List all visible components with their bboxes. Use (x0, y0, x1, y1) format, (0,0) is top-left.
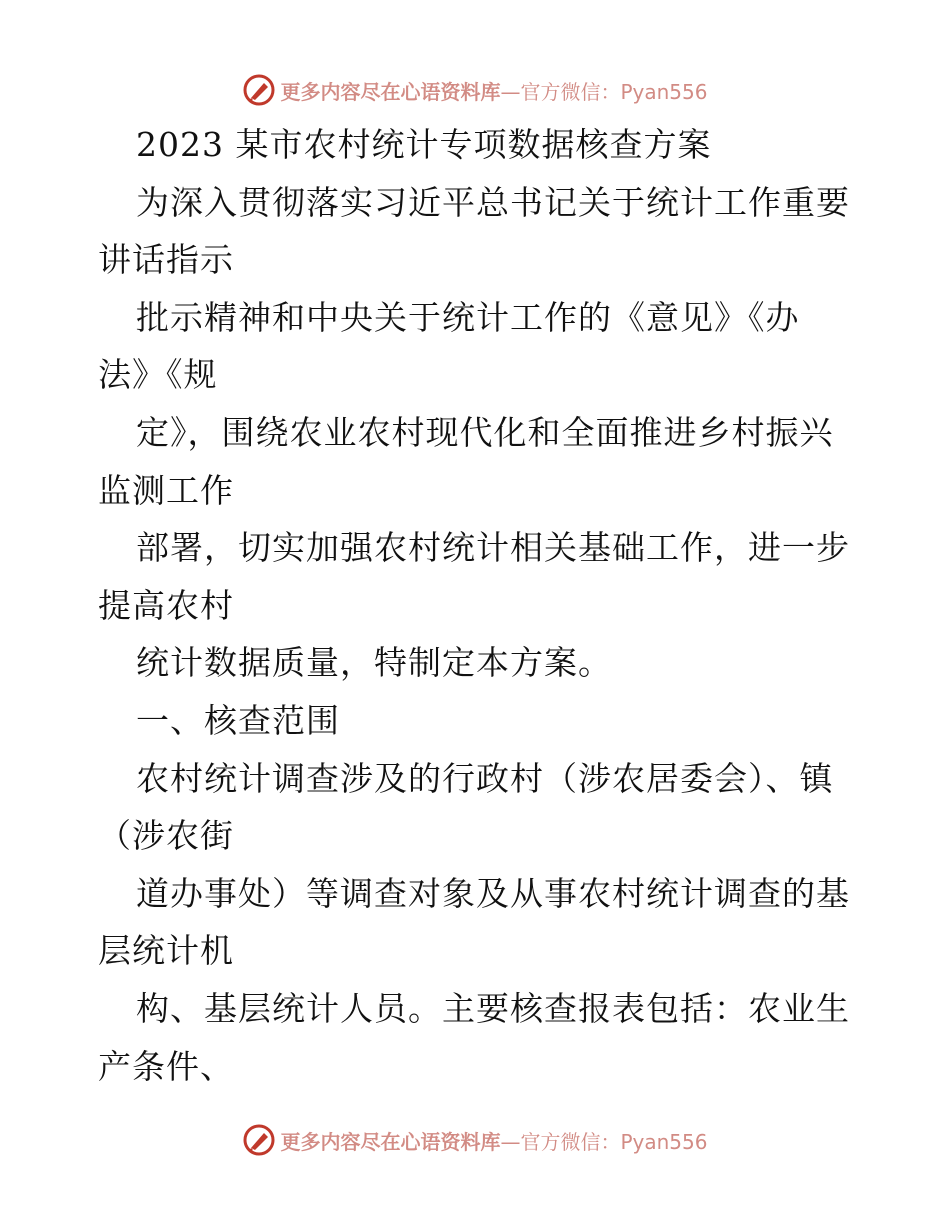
text-line: 构、基层统计人员。主要核查报表包括：农业生 (136, 988, 850, 1028)
text-line: 2023 某市农村统计专项数据核查方案 (136, 125, 712, 164)
text-line: （涉农街 (98, 816, 234, 856)
text-line: 讲话指示 (98, 240, 234, 280)
text-line: 监测工作 (98, 470, 234, 510)
pen-logo-icon (242, 1123, 276, 1157)
text-line: 为深入贯彻落实习近平总书记关于统计工作重要 (136, 182, 850, 222)
text-line: 提高农村 (98, 585, 234, 625)
text-line: 法》《规 (98, 355, 218, 395)
watermark-text: 更多内容尽在心语资料库—官方微信：Pyan556 (280, 79, 708, 104)
pen-logo-icon (242, 73, 276, 107)
watermark-banner-bottom (0, 1120, 950, 1160)
text-line: 批示精神和中央关于统计工作的《意见》《办 (136, 297, 800, 337)
text-line: 一、核查范围 (136, 700, 340, 740)
text-line: 农村统计调查涉及的行政村（涉农居委会）、镇 (136, 758, 834, 798)
text-line: 层统计机 (98, 931, 234, 971)
text-line: 产条件、 (98, 1046, 234, 1086)
text-line: 定》，围绕农业农村现代化和全面推进乡村振兴 (136, 412, 834, 452)
watermark-banner-top (0, 70, 950, 110)
text-line: 道办事处）等调查对象及从事农村统计调查的基 (136, 873, 850, 913)
document-body (98, 116, 858, 1095)
watermark-text: 更多内容尽在心语资料库—官方微信：Pyan556 (280, 1129, 708, 1154)
text-line: 部署，切实加强农村统计相关基础工作，进一步 (136, 528, 850, 568)
text-line: 统计数据质量，特制定本方案。 (136, 643, 612, 683)
